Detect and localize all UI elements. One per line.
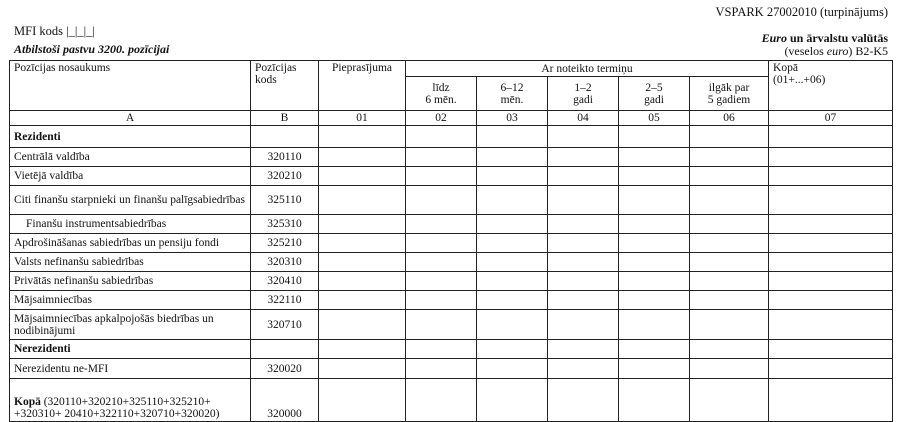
value-cell[interactable]	[690, 215, 769, 234]
value-cell[interactable]	[548, 234, 619, 253]
value-cell[interactable]	[319, 310, 406, 340]
table-row	[10, 291, 893, 310]
row-code: 320310	[251, 253, 319, 272]
value-cell[interactable]	[477, 186, 548, 215]
value-cell[interactable]	[406, 291, 477, 310]
value-cell[interactable]	[619, 359, 690, 379]
row-code: 320710	[251, 310, 319, 340]
value-cell[interactable]	[769, 167, 893, 186]
col-header-total	[769, 61, 893, 111]
column-letter: 05	[619, 111, 690, 126]
table-row	[10, 148, 893, 167]
table-row	[10, 359, 893, 379]
table-row	[10, 310, 893, 340]
row-name: Vietējā valdība	[10, 167, 251, 186]
row-name: Rezidenti	[10, 126, 251, 148]
value-cell[interactable]	[319, 148, 406, 167]
value-cell[interactable]	[319, 272, 406, 291]
value-cell[interactable]	[477, 379, 548, 422]
column-letter: 02	[406, 111, 477, 126]
value-cell[interactable]	[690, 148, 769, 167]
value-cell[interactable]	[690, 234, 769, 253]
column-letter: B	[251, 111, 319, 126]
value-cell[interactable]	[769, 379, 893, 422]
col-header-term-group: Ar noteikto termiņu	[406, 61, 769, 77]
form-code: VSPARK 27002010 (turpinājums)	[715, 5, 888, 19]
value-cell	[406, 340, 477, 359]
value-cell[interactable]	[690, 379, 769, 422]
term-line-2: gadi	[644, 93, 664, 106]
value-cell	[319, 126, 406, 148]
value-cell[interactable]	[548, 291, 619, 310]
total-label: Kopā	[773, 62, 798, 74]
column-letter: 01	[319, 111, 406, 126]
value-cell	[548, 126, 619, 148]
value-cell[interactable]	[319, 215, 406, 234]
column-letter: A	[10, 111, 251, 126]
value-cell[interactable]	[477, 215, 548, 234]
column-letter: 07	[769, 111, 893, 126]
value-cell[interactable]	[769, 186, 893, 215]
value-cell[interactable]	[319, 234, 406, 253]
value-cell[interactable]	[619, 272, 690, 291]
term-line-2: 5 gadiem	[707, 93, 751, 106]
value-cell[interactable]	[477, 291, 548, 310]
term-line-1: 6–12	[500, 81, 524, 94]
value-cell[interactable]	[548, 253, 619, 272]
table-row	[10, 126, 893, 148]
value-cell[interactable]	[619, 234, 690, 253]
value-cell	[548, 340, 619, 359]
row-name: Mājsaimniecības apkalpojošās biedrības un nodibinājumi	[10, 310, 251, 340]
row-code	[251, 126, 319, 148]
value-cell[interactable]	[769, 148, 893, 167]
value-cell[interactable]	[406, 272, 477, 291]
row-name: Apdrošināšanas sabiedrības un pensiju fondi	[10, 234, 251, 253]
row-code: 325210	[251, 234, 319, 253]
value-cell[interactable]	[406, 215, 477, 234]
value-cell[interactable]	[477, 234, 548, 253]
value-cell[interactable]	[769, 253, 893, 272]
value-cell[interactable]	[769, 272, 893, 291]
col-header-code: Pozīcijas kods	[251, 61, 319, 111]
table-row	[10, 234, 893, 253]
value-cell[interactable]	[548, 148, 619, 167]
value-cell	[477, 340, 548, 359]
row-code	[251, 340, 319, 359]
value-cell[interactable]	[690, 291, 769, 310]
value-cell	[619, 340, 690, 359]
unit-post: ) B2-K5	[848, 44, 888, 58]
unit-euro: euro	[826, 44, 849, 58]
row-code: 320410	[251, 272, 319, 291]
row-name: Centrālā valdība	[10, 148, 251, 167]
row-name	[10, 379, 251, 422]
value-cell[interactable]	[690, 310, 769, 340]
currency-euro: Euro	[761, 31, 787, 45]
value-cell[interactable]	[319, 291, 406, 310]
table-row	[10, 215, 893, 234]
value-cell[interactable]	[319, 379, 406, 422]
value-cell[interactable]	[406, 167, 477, 186]
value-cell[interactable]	[477, 272, 548, 291]
value-cell[interactable]	[548, 167, 619, 186]
term-line-1: 2–5	[645, 81, 663, 94]
value-cell[interactable]	[619, 167, 690, 186]
value-cell[interactable]	[548, 272, 619, 291]
currency-note	[762, 32, 888, 58]
row-code: 320020	[251, 359, 319, 379]
value-cell[interactable]	[619, 310, 690, 340]
unit-pre: (veselos	[784, 44, 827, 58]
term-line-2: 6 mēn.	[425, 93, 457, 106]
value-cell[interactable]	[690, 186, 769, 215]
table-row	[10, 340, 893, 359]
value-cell[interactable]	[619, 215, 690, 234]
value-cell[interactable]	[477, 359, 548, 379]
value-cell	[769, 126, 893, 148]
row-code: 320110	[251, 148, 319, 167]
row-code: 322110	[251, 291, 319, 310]
column-letter: 03	[477, 111, 548, 126]
value-cell	[619, 126, 690, 148]
value-cell	[690, 126, 769, 148]
value-cell[interactable]	[690, 359, 769, 379]
value-cell[interactable]	[619, 253, 690, 272]
value-cell[interactable]	[548, 379, 619, 422]
row-name: Valsts nefinanšu sabiedrības	[10, 253, 251, 272]
col-header-term-3	[548, 77, 619, 111]
value-cell[interactable]	[406, 186, 477, 215]
value-cell[interactable]	[548, 359, 619, 379]
term-line-2: mēn.	[500, 93, 524, 106]
table-row	[10, 379, 893, 422]
value-cell[interactable]	[477, 310, 548, 340]
row-name: Mājsaimniecības	[10, 291, 251, 310]
row-name: Citi finanšu starpnieki un finanšu palīgsabiedrības	[10, 186, 251, 215]
col-header-term-4	[619, 77, 690, 111]
value-cell[interactable]	[690, 272, 769, 291]
mfi-code-label: MFI kods |_|_|_|	[14, 24, 95, 38]
value-cell[interactable]	[319, 359, 406, 379]
column-letter: 06	[690, 111, 769, 126]
col-header-term-1	[406, 77, 477, 111]
table-row	[10, 253, 893, 272]
value-cell[interactable]	[769, 359, 893, 379]
value-cell[interactable]	[619, 186, 690, 215]
col-header-term-5	[690, 77, 769, 111]
value-cell[interactable]	[477, 148, 548, 167]
value-cell[interactable]	[690, 167, 769, 186]
col-header-name: Pozīcijas nosaukums	[10, 61, 251, 111]
value-cell[interactable]	[406, 148, 477, 167]
report-table	[9, 60, 893, 422]
row-code: 325310	[251, 215, 319, 234]
total-row-formula: (320110+320210+325110+325210+ +320310+ 20410+322110+320710+320020)	[14, 396, 220, 420]
col-header-demand: Pieprasījuma	[319, 61, 406, 111]
col-header-term-2	[477, 77, 548, 111]
value-cell	[769, 340, 893, 359]
value-cell[interactable]	[619, 148, 690, 167]
total-row-label: Kopā	[14, 396, 41, 408]
table-row	[10, 272, 893, 291]
term-line-1: līdz	[432, 81, 450, 94]
table-row	[10, 167, 893, 186]
value-cell[interactable]	[319, 186, 406, 215]
value-cell	[319, 340, 406, 359]
value-cell[interactable]	[769, 215, 893, 234]
row-name: Privātās nefinanšu sabiedrības	[10, 272, 251, 291]
value-cell[interactable]	[477, 167, 548, 186]
row-name: Nerezidenti	[10, 340, 251, 359]
value-cell[interactable]	[690, 253, 769, 272]
value-cell[interactable]	[619, 291, 690, 310]
term-line-1: 1–2	[574, 81, 592, 94]
value-cell	[406, 126, 477, 148]
row-code: 320000	[251, 379, 319, 422]
value-cell[interactable]	[406, 253, 477, 272]
value-cell[interactable]	[477, 253, 548, 272]
table-row	[10, 186, 893, 215]
value-cell[interactable]	[406, 310, 477, 340]
value-cell[interactable]	[406, 379, 477, 422]
value-cell[interactable]	[769, 234, 893, 253]
value-cell[interactable]	[406, 359, 477, 379]
term-line-2: gadi	[573, 93, 593, 106]
row-code: 325110	[251, 186, 319, 215]
column-letter: 04	[548, 111, 619, 126]
basis-note: Atbilstoši pastvu 3200. pozīcijai	[14, 42, 170, 56]
value-cell	[477, 126, 548, 148]
value-cell	[690, 340, 769, 359]
value-cell[interactable]	[548, 215, 619, 234]
value-cell[interactable]	[769, 310, 893, 340]
value-cell[interactable]	[619, 379, 690, 422]
value-cell[interactable]	[548, 310, 619, 340]
row-code: 320210	[251, 167, 319, 186]
value-cell[interactable]	[319, 167, 406, 186]
value-cell[interactable]	[319, 253, 406, 272]
term-line-1: ilgāk par	[708, 81, 750, 94]
value-cell[interactable]	[769, 291, 893, 310]
row-name: Finanšu instrumentsabiedrības	[10, 215, 251, 234]
total-formula: (01+...+06)	[773, 74, 826, 86]
currency-rest: un ārvalstu valūtās	[786, 31, 888, 45]
value-cell[interactable]	[406, 234, 477, 253]
row-name: Nerezidentu ne-MFI	[10, 359, 251, 379]
value-cell[interactable]	[548, 186, 619, 215]
